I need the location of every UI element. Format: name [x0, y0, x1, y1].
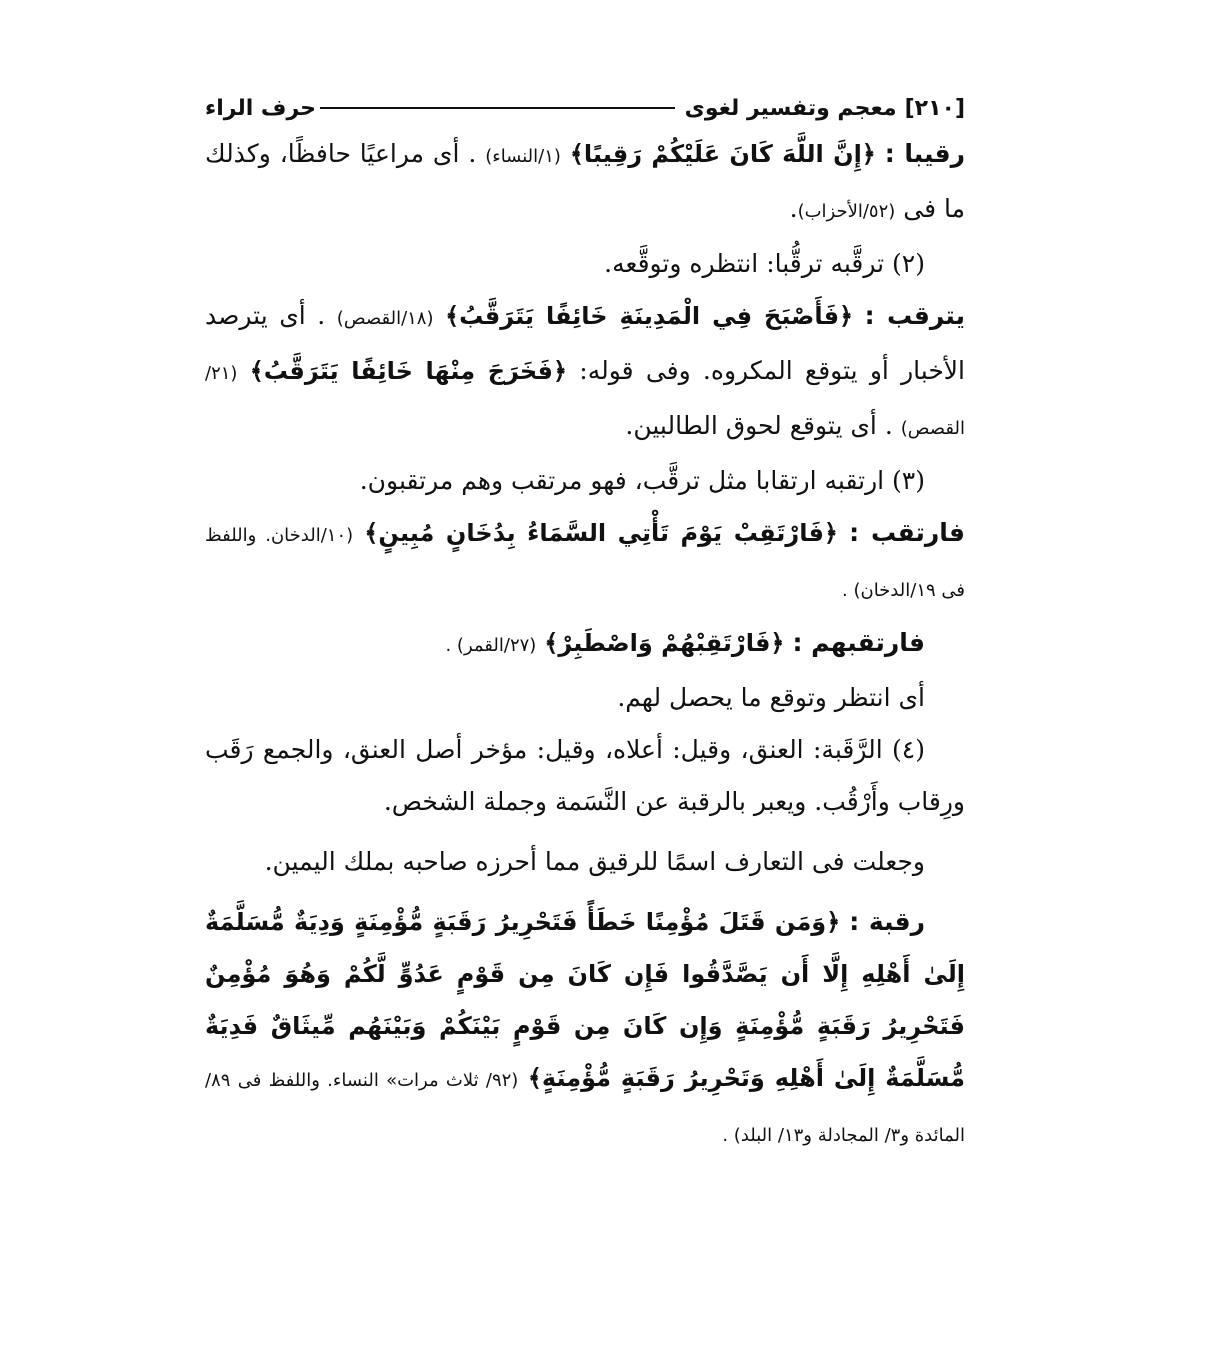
sense-4-paragraph: (٤) الرَّقَبة: العنق، وقيل: أعلاه، وقيل: مؤخر أصل العنق، والجمع رَقَب ورِقاب وأَرْقُب. ويعبر بالرقبة عن النَّسَمة وجملة الشخص.: [205, 735, 965, 816]
explanation-text: . أى مراعيًا حافظًا، وكذلك ما فى: [205, 139, 965, 223]
entry-raqabah: [205, 896, 965, 1162]
explanation-paragraph: أى انتظر وتوقع ما يحصل لهم.: [617, 683, 925, 712]
head-word: يترقب :: [864, 301, 965, 330]
head-word: رقبة :: [849, 907, 925, 936]
verse-reference: (١٠/الدخان. واللفظ فى ١٩/الدخان) .: [205, 525, 965, 601]
running-header: [205, 88, 965, 128]
verse-reference: (٢١/القصص): [205, 363, 965, 439]
sentence-end: .: [789, 194, 798, 223]
quran-verse: ﴿فَأَصْبَحَ فِي الْمَدِينَةِ خَائِفًا يَتَرَقَّبُ﴾: [445, 302, 854, 330]
usage-paragraph: وجعلت فى التعارف اسمًا للرقيق مما أحرزه صاحبه بملك اليمين.: [264, 847, 925, 876]
quran-verse: ﴿إِنَّ اللَّهَ كَانَ عَلَيْكُمْ رَقِيبًا﴾: [569, 140, 876, 168]
entry-fartaqibhum: [205, 617, 965, 672]
head-word: فارتقب :: [849, 518, 965, 547]
sense-2-paragraph: (٢) ترقَّبه ترقُّبا: انتظره وتوقَّعه.: [604, 249, 925, 278]
header-rule: [320, 107, 675, 109]
sense-3-paragraph: (٣) ارتقبه ارتقابا مثل ترقَّب، فهو مرتقب وهم مرتقبون.: [359, 466, 925, 495]
verse-reference: (٥٢/الأحزاب): [797, 201, 896, 222]
explanation-text: . أى يتوقع لحوق الطالبين.: [625, 411, 893, 440]
book-title: معجم وتفسير لغوى: [684, 95, 897, 121]
quran-verse: ﴿وَمَن قَتَلَ مُؤْمِنًا خَطَأً فَتَحْرِيرُ رَقَبَةٍ مُّؤْمِنَةٍ وَدِيَةٌ مُّسَلَّمَةٌ إِلَىٰ أَهْلِهِ إِلَّا أَن يَصَّدَّقُوا فَإِن كَانَ مِن قَوْمٍ عَدُوٍّ لَّكُمْ وَهُوَ مُؤْمِنٌ فَتَحْرِيرُ رَقَبَةٍ مُّؤْمِنَةٍ وَإِن كَانَ مِن قَوْمٍ بَيْنَكُمْ وَبَيْنَهُم مِّيثَاقٌ فَدِيَةٌ مُّسَلَّمَةٌ إِلَىٰ أَهْلِهِ وَتَحْرِيرُ رَقَبَةٍ مُّؤْمِنَةٍ﴾: [205, 908, 966, 1092]
dictionary-page: [205, 88, 965, 1162]
quran-verse: ﴿فَخَرَجَ مِنْهَا خَائِفًا يَتَرَقَّبُ﴾: [249, 357, 568, 385]
entry-raqiban: [205, 128, 965, 238]
verse-reference: (٢٧/القمر) .: [445, 635, 537, 656]
entry-yataraqqab: [205, 290, 965, 455]
explanation-text: . أى يترصد الأخبار أو يتوقع المكروه. وفى قوله:: [205, 301, 965, 385]
paragraph-gap: [205, 828, 965, 836]
verse-reference: (٩٢/ ثلاث مرات» النساء. واللفظ فى ٨٩/ المائدة و٣/ المجادلة و١٣/ البلد) .: [205, 1070, 965, 1146]
verse-reference: (١٨/القصص): [336, 308, 434, 329]
quran-verse: ﴿فَارْتَقِبْ يَوْمَ تَأْتِي السَّمَاءُ بِدُخَانٍ مُبِينٍ﴾: [364, 519, 838, 547]
verse-reference: (١/النساء): [485, 146, 561, 167]
head-word: رقيبا :: [884, 139, 965, 168]
paragraph-gap: [205, 888, 965, 896]
quran-verse: ﴿فَارْتَقِبْهُمْ وَاصْطَبِرْ﴾: [544, 629, 785, 657]
section-title: حرف الراء: [205, 95, 317, 121]
page-number: [٢١٠]: [904, 95, 965, 121]
head-word: فارتقبهم :: [792, 628, 925, 657]
entry-fartaqib: [205, 507, 965, 617]
